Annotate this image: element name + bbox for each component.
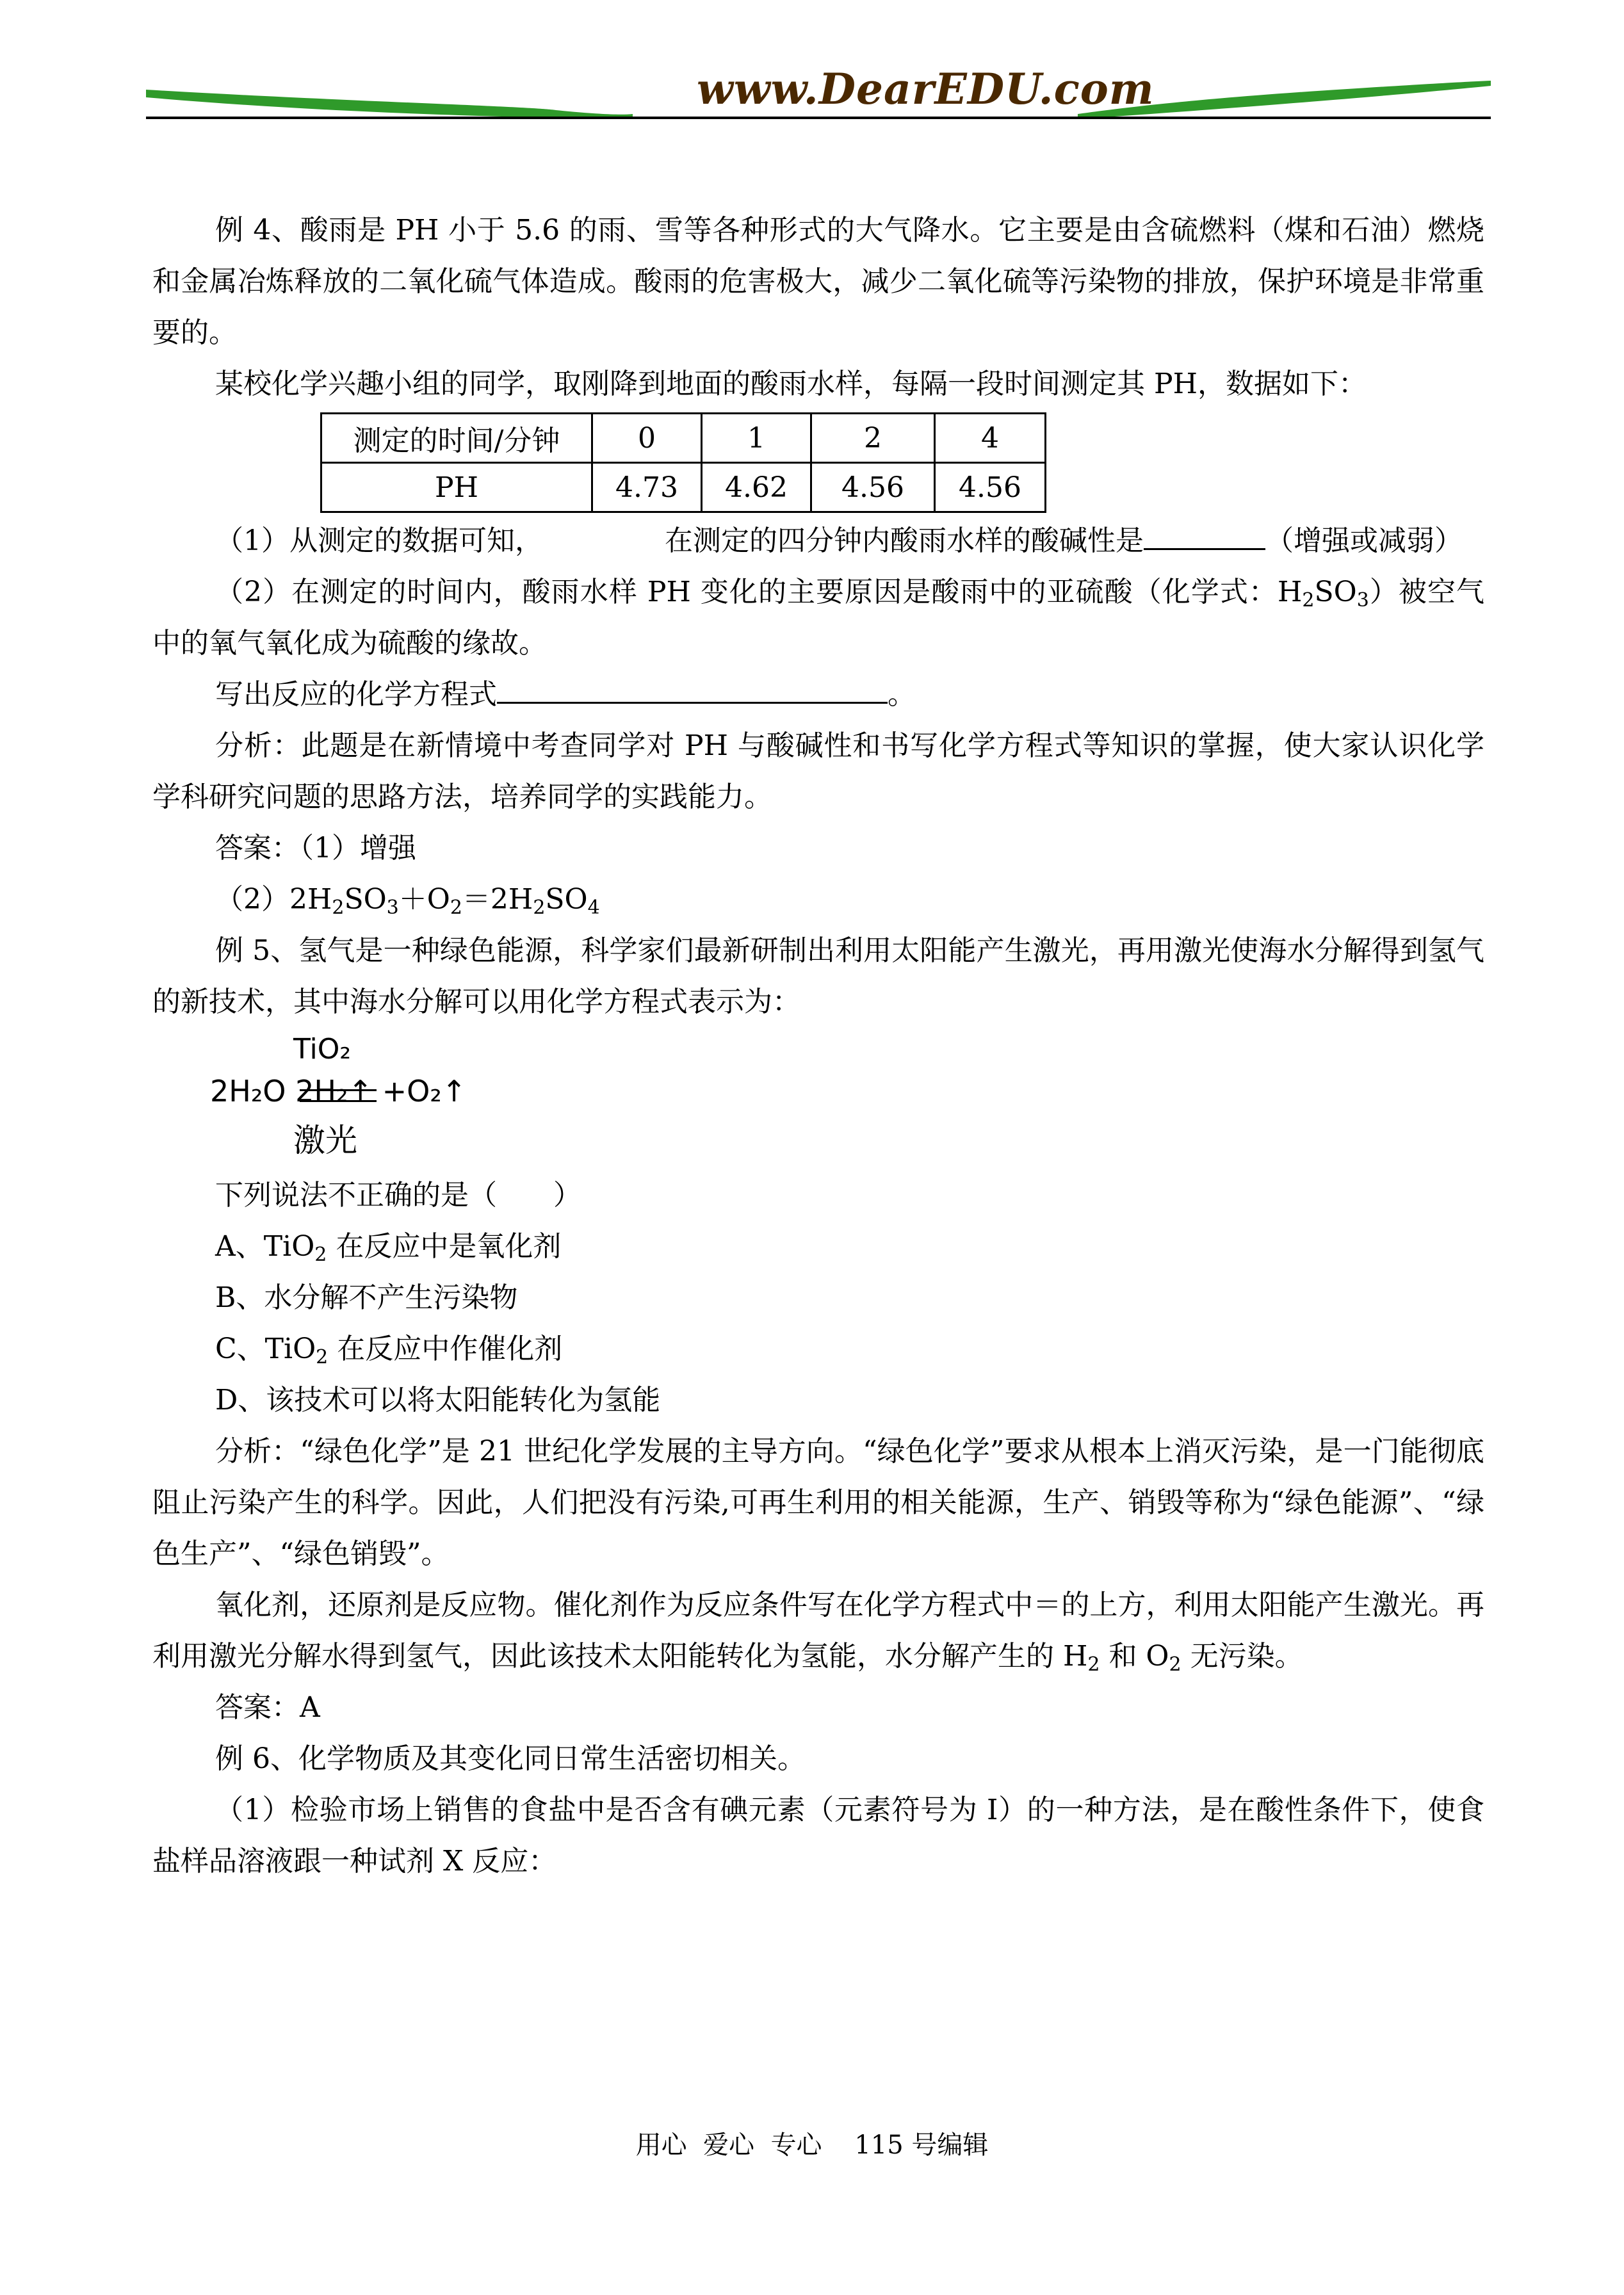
page-footer: 用心 爱心 专心 115 号编辑 (635, 2130, 989, 2160)
table-cell: 4.62 (702, 463, 811, 512)
table-cell: 4.73 (592, 463, 702, 512)
table-row (321, 414, 1046, 463)
example4-answer-1: 答案：（1）增强 (215, 832, 416, 864)
table-cell: 测定的时间/分钟 (321, 414, 592, 463)
option-a[interactable]: A、TiO$_2$ 在反应中是氧化剂 (215, 1230, 562, 1266)
question-3: 写出反应的化学方程式 。 (152, 669, 1484, 720)
example6-question-1: （1）检验市场上销售的食盐中是否含有碘元素（元素符号为 I）的一种方法，是在酸性条件下，使食盐样品溶液跟一种试剂 X 反应： (152, 1794, 1484, 1877)
question-1: （1）从测定的数据可知， 在测定的四分钟内酸雨水样的酸碱性是 （增强或减弱） (152, 515, 1484, 567)
equation-double-line (300, 1089, 377, 1102)
example6-intro: 例 6、化学物质及其变化同日常生活密切相关。 (215, 1742, 806, 1775)
answer-blank-2[interactable] (497, 676, 888, 704)
table-cell: 1 (702, 414, 811, 463)
example4-answer-2: $(2)2H_2SO_3+O_2=2H_2SO_4$ (215, 883, 600, 919)
chemical-equation-image (210, 1033, 1484, 1167)
question-2: （2）在测定的时间内，酸雨水样 PH 变化的主要原因是酸雨中的亚硫酸（化学式：$H_2SO_3$）被空气中的氧气氧化成为硫酸的缘故。 (152, 576, 1485, 660)
example5-question: 下列说法不正确的是（ ） (215, 1179, 581, 1212)
table-cell: 4 (935, 414, 1046, 463)
table-row (321, 463, 1046, 512)
equation-main: 2H₂O 2H₂↑ +O₂↑ (210, 1074, 467, 1108)
example4-analysis: 分析：此题是在新情境中考查同学对 PH 与酸碱性和书写化学方程式等知识的掌握，使大家认识化学学科研究问题的思路方法，培养同学的实践能力。 (152, 729, 1484, 813)
table-cell: 4.56 (811, 463, 935, 512)
brand-logo-text[interactable]: www.DearEDU.com (697, 64, 1155, 114)
option-c[interactable]: C、TiO$_2$ 在反应中作催化剂 (215, 1333, 563, 1368)
answer-blank-1[interactable] (1144, 523, 1265, 550)
document-body (152, 205, 1484, 1887)
example5-answer: 答案：A (215, 1691, 320, 1724)
table-cell: PH (321, 463, 592, 512)
example5-analysis-2: 氧化剂，还原剂是反应物。催化剂作为反应条件写在化学方程式中＝的上方，利用太阳能产生激光。再利用激光分解水得到氢气，因此该技术太阳能转化为氢能，水分解产生的 $H_2$ 和 $O_2$ 无污染。 (152, 1589, 1484, 1676)
example4-intro: 例 4、酸雨是 PH 小于 5.6 的雨、雪等各种形式的大气降水。它主要是由含硫燃料（煤和石油）燃烧和金属冶炼释放的二氧化硫气体造成。酸雨的危害极大，减少二氧化硫等污染物的排放，保护环境是非常重要的。 (152, 214, 1484, 349)
page-header (146, 64, 1491, 128)
equation-catalyst: TiO₂ (293, 1033, 352, 1066)
table-cell: 0 (592, 414, 702, 463)
equation-condition: 激光 (293, 1122, 357, 1159)
example5-analysis-1: 分析：“绿色化学”是 21 世纪化学发展的主导方向。“绿色化学”要求从根本上消灭污染，是一门能彻底阻止污染产生的科学。因此，人们把没有污染,可再生利用的相关能源，生产、销毁等称为“绿色能源”、“绿色生产”、“绿色销毁”。 (152, 1435, 1484, 1570)
option-d[interactable]: D、该技术可以将太阳能转化为氢能 (215, 1384, 661, 1416)
table-cell: 4.56 (935, 463, 1046, 512)
example5-intro: 例 5、氢气是一种绿色能源，科学家们最新研制出利用太阳能产生激光，再用激光使海水分解得到氢气的新技术，其中海水分解可以用化学方程式表示为： (152, 934, 1484, 1018)
option-b[interactable]: B、水分解不产生污染物 (215, 1281, 518, 1314)
example4-context: 某校化学兴趣小组的同学，取刚降到地面的酸雨水样，每隔一段时间测定其 PH，数据如下： (215, 368, 1367, 400)
table-cell: 2 (811, 414, 935, 463)
ph-data-table (320, 412, 1046, 513)
